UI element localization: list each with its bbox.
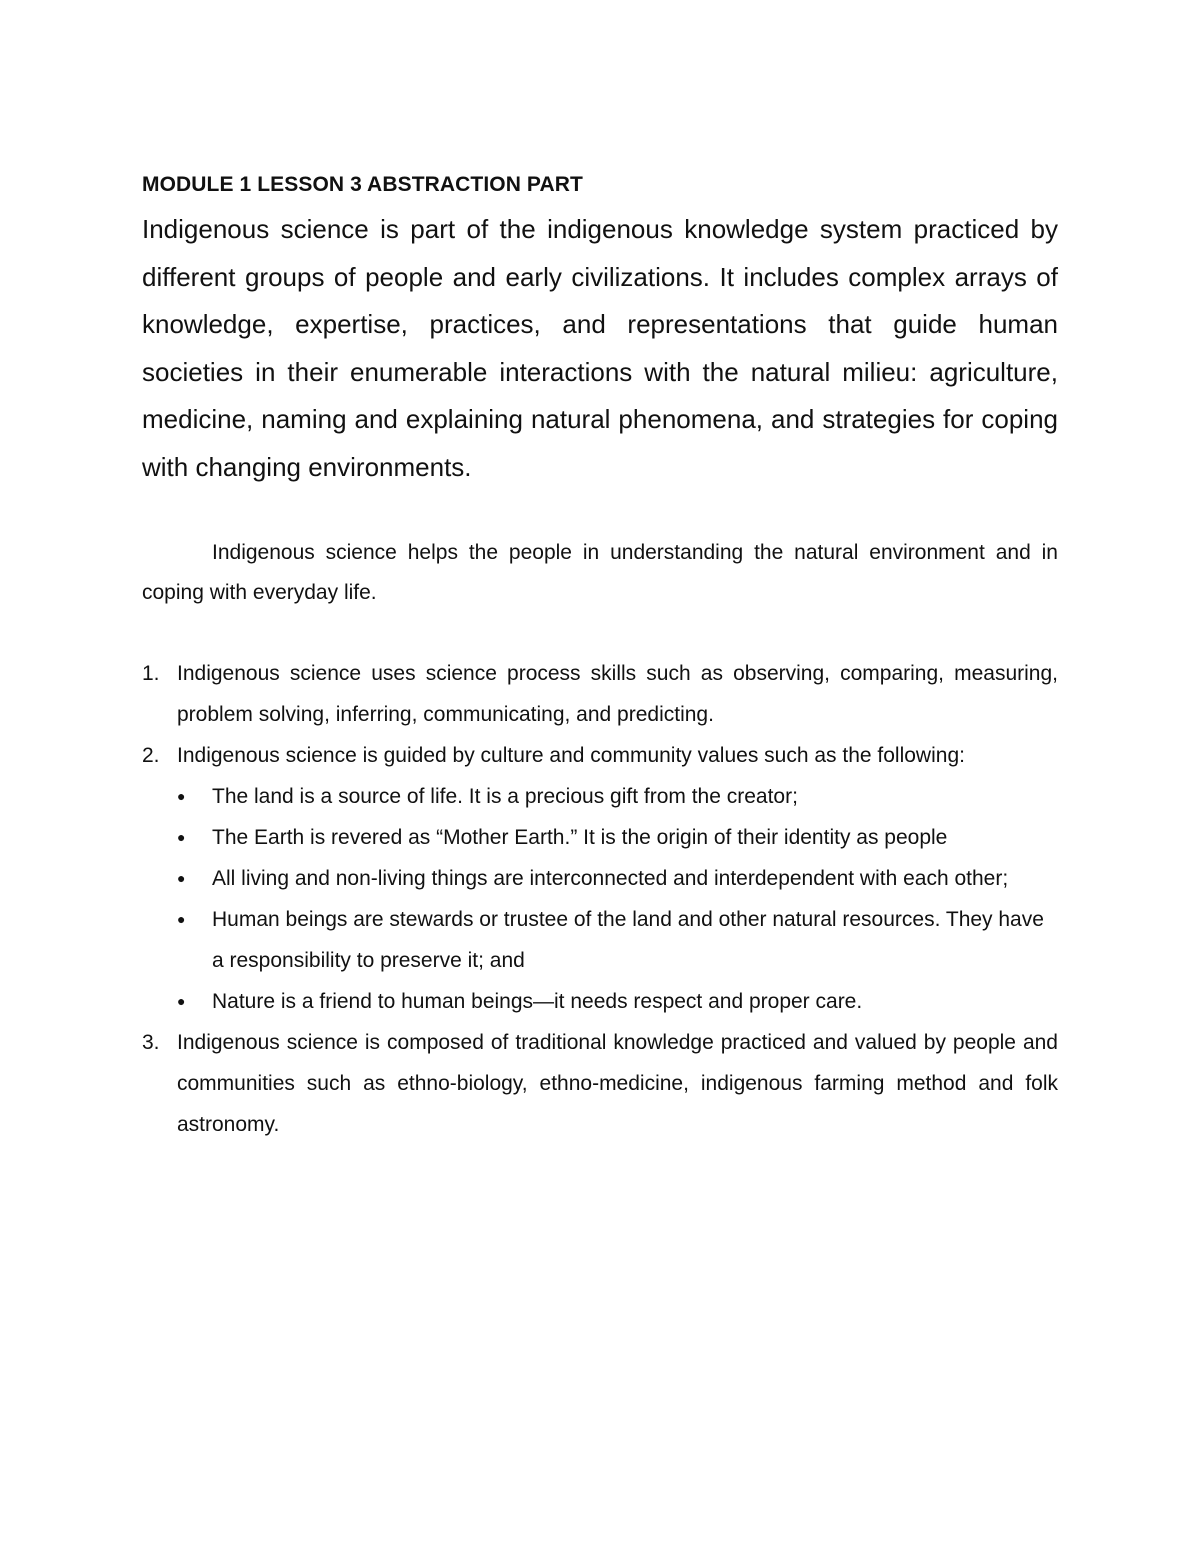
list-item-1 xyxy=(142,653,1058,735)
summary-paragraph: Indigenous science helps the people in understanding the natural environment and in coping with everyday life. xyxy=(142,541,1058,604)
bullet-text: The Earth is revered as “Mother Earth.” It is the origin of their identity as people xyxy=(212,826,948,849)
bullet-item xyxy=(177,817,1058,858)
document-content xyxy=(142,170,1058,1145)
list-item-2 xyxy=(142,735,1058,1022)
list-number: 1. xyxy=(142,662,160,685)
bullet-text: Human beings are stewards or trustee of the land and other natural resources. They have a responsibility to preserve it; and xyxy=(212,908,1044,972)
bullet-icon: ● xyxy=(177,788,186,804)
bullet-item xyxy=(177,899,1058,981)
bullet-text: Nature is a friend to human beings—it needs respect and proper care. xyxy=(212,990,863,1013)
list-item-3 xyxy=(142,1022,1058,1145)
bullet-icon: ● xyxy=(177,911,186,927)
bullet-icon: ● xyxy=(177,829,186,845)
bullet-icon: ● xyxy=(177,870,186,886)
module-title: MODULE 1 LESSON 3 ABSTRACTION PART xyxy=(142,173,583,196)
list-number: 2. xyxy=(142,744,160,767)
numbered-list xyxy=(142,653,1058,1145)
list-item-text: Indigenous science is guided by culture and community values such as the following: xyxy=(177,744,965,767)
list-item-text: Indigenous science uses science process skills such as observing, comparing, measuring, problem solving, inferring, communicating, and predicting. xyxy=(177,662,1058,726)
bullet-icon: ● xyxy=(177,993,186,1009)
bullet-item xyxy=(177,776,1058,817)
intro-paragraph: Indigenous science is part of the indigenous knowledge system practiced by different groups of people and early civilizations. It includes complex arrays of knowledge, expertise, practices, and representations that guide human societies in their enumerable interactions with the natural milieu: agriculture, medicine, naming and explaining natural phenomena, and strategies for coping with changing environments. xyxy=(142,214,1058,482)
list-item-text: Indigenous science is composed of traditional knowledge practiced and valued by people and communities such as ethno-biology, ethno-medicine, indigenous farming method and folk astronomy. xyxy=(177,1031,1058,1136)
list-number: 3. xyxy=(142,1031,160,1054)
bullet-text: The land is a source of life. It is a precious gift from the creator; xyxy=(212,785,798,808)
bullet-text: All living and non-living things are interconnected and interdependent with each other; xyxy=(212,867,1009,890)
bullet-item xyxy=(177,858,1058,899)
values-bullet-list xyxy=(177,776,1058,1022)
bullet-item xyxy=(177,981,1058,1022)
